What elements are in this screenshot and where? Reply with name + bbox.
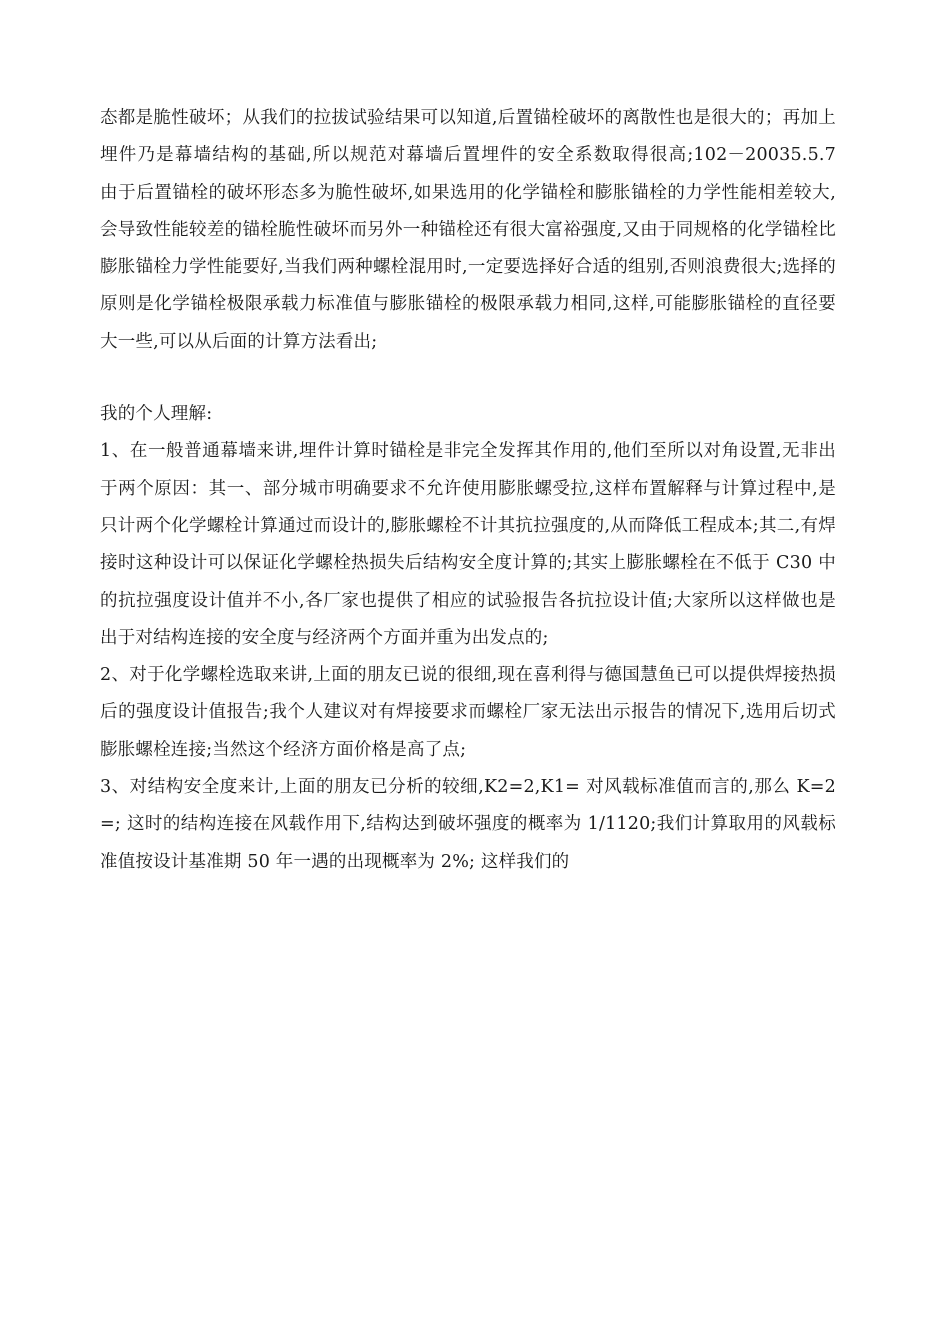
paragraph-continuation: 态都是脆性破坏；从我们的拉拔试验结果可以知道,后置锚栓破坏的离散性也是很大的；再加上埋件乃是幕墙结构的基础,所以规范对幕墙后置埋件的安全系数取得很高;102－20035.5.7 由于后置锚栓的破坏形态多为脆性破坏,如果选用的化学锚栓和膨胀锚栓的力学性能相差较大,会导致性能较差的锚栓脆性破坏而另外一种锚栓还有很大富裕强度,又由于同规格的化学锚栓比膨胀锚栓力学性能要好,当我们两种螺栓混用时,一定要选择好合适的组别,否则浪费很大;选择的原则是化学锚栓极限承载力标准值与膨胀锚栓的极限承载力相同,这样,可能膨胀锚栓的直径要大一些,可以从后面的计算方法看出; [100,108,854,352]
document-page [100,100,854,881]
list-item-3: 3、对结构安全度来计,上面的朋友已分析的较细,K2=2,K1= 对风载标准值而言的,那么 K=2=; 这时的结构连接在风载作用下,结构达到破坏强度的概率为 1/1120;我们计算取用的风载标准值按设计基准期 50 年一遇的出现概率为 2%; 这样我们的 [100,777,836,872]
list-item-2: 2、对于化学螺栓选取来讲,上面的朋友已说的很细,现在喜利得与德国慧鱼已可以提供焊接热损后的强度设计值报告;我个人建议对有焊接要求而螺栓厂家无法出示报告的情况下,选用后切式膨胀螺栓连接;当然这个经济方面价格是高了点; [100,665,836,760]
section-heading: 我的个人理解: [100,404,213,425]
list-item-1: 1、在一般普通幕墙来讲,埋件计算时锚栓是非完全发挥其作用的,他们至所以对角设置,无非出于两个原因：其一、部分城市明确要求不允许使用膨胀螺受拉,这样布置解释与计算过程中,是只计两个化学螺栓计算通过而设计的,膨胀螺栓不计其抗拉强度的,从而降低工程成本;其二,有焊接时这种设计可以保证化学螺栓热损失后结构安全度计算的;其实上膨胀螺栓在不低于 C30 中的抗拉强度设计值并不小,各厂家也提供了相应的试验报告各抗拉设计值;大家所以这样做也是出于对结构连接的安全度与经济两个方面并重为出发点的; [100,441,836,648]
paragraph-gap [100,361,836,396]
